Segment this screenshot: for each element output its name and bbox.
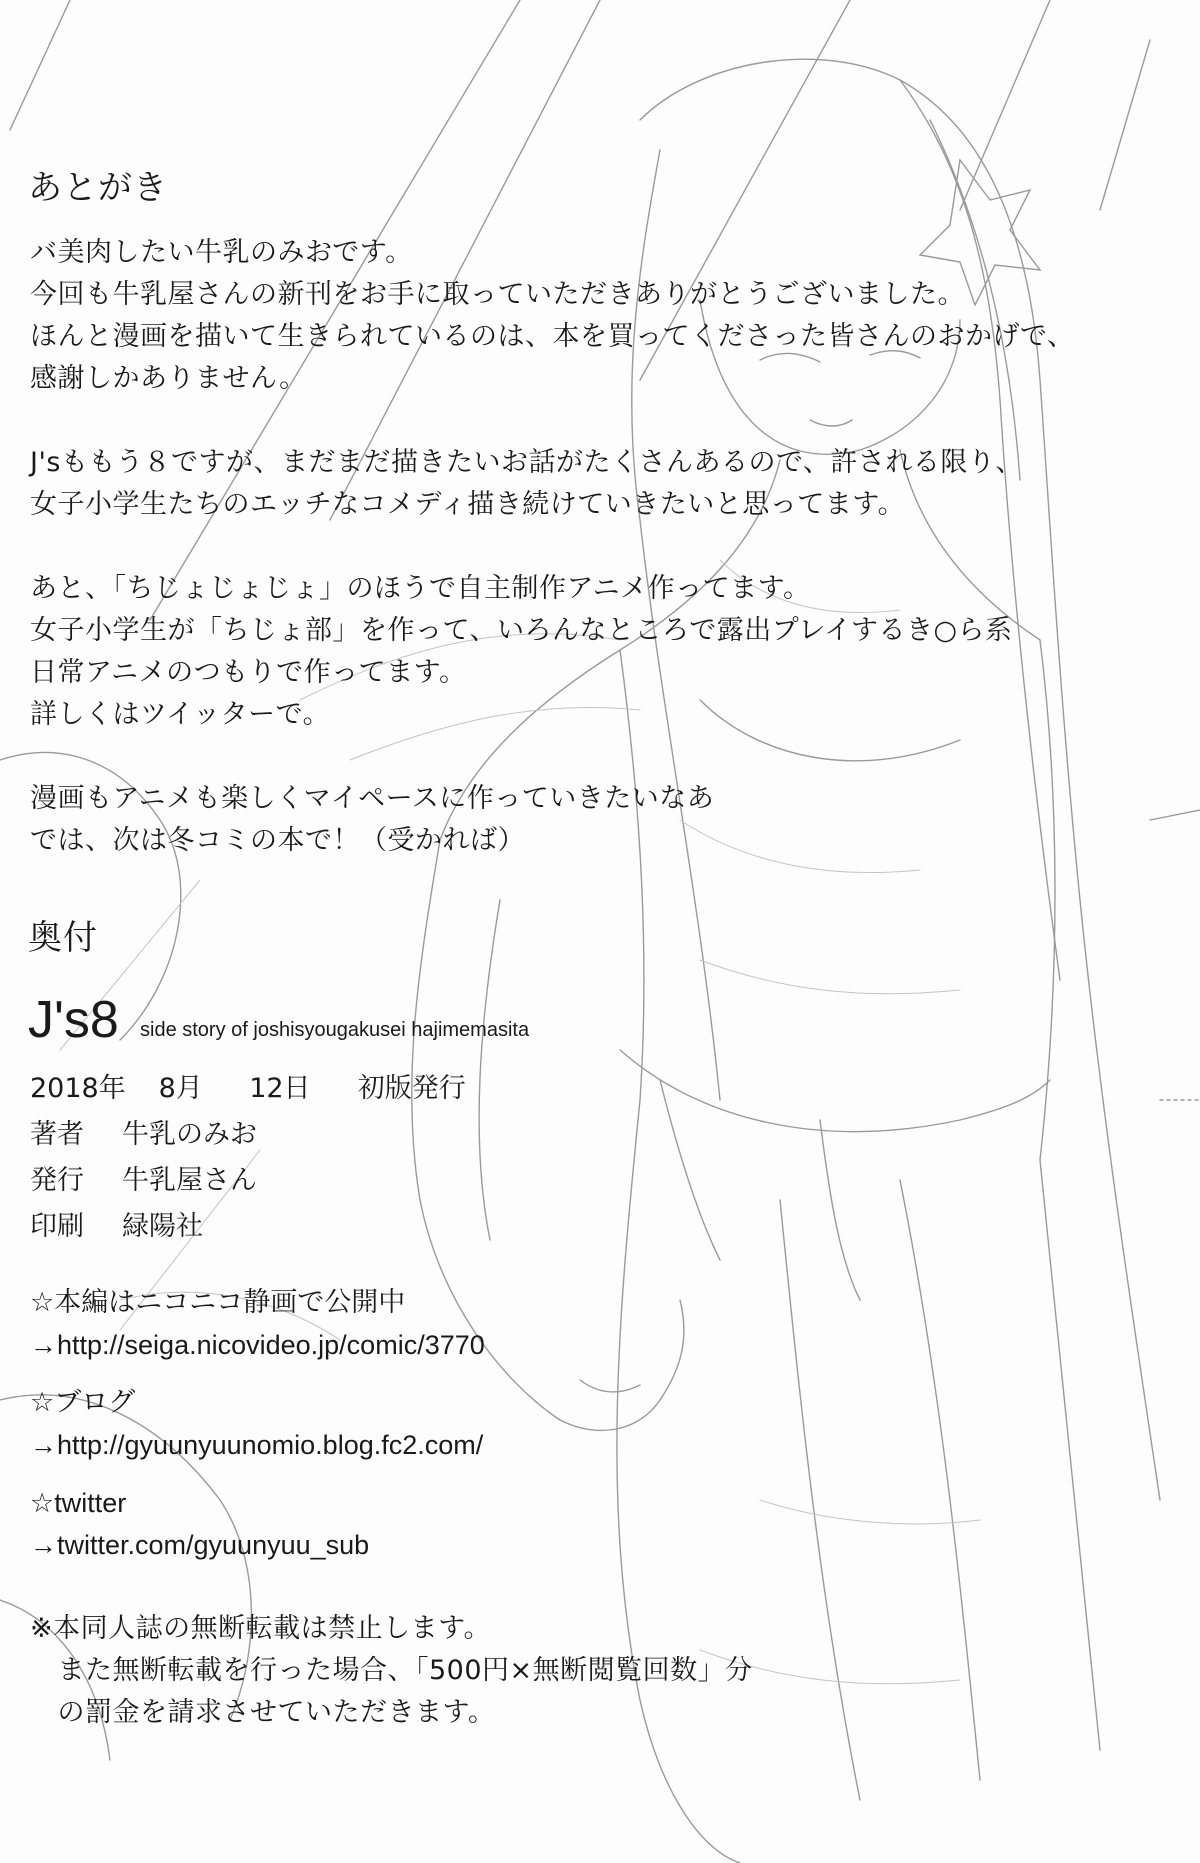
notice-line: また無断転載を行った場合、「500円×無断閲覧回数」分 <box>30 1655 753 1686</box>
afterword-line: あと、「ちじょじょじょ」のほうで自主制作アニメ作ってます。 <box>30 573 811 604</box>
colophon-row-author <box>30 1118 257 1152</box>
notice-line: の罰金を請求させていただきます。 <box>30 1697 496 1728</box>
book-title: J's8 <box>28 991 119 1049</box>
colophon-key: 印刷 <box>30 1211 84 1242</box>
afterword-line: 女子小学生たちのエッチなコメディ描き続けていきたいと思ってます。 <box>30 489 906 520</box>
afterword-line: 女子小学生が「ちじょ部」を作って、いろんなところで露出プレイするき○ら系 <box>30 615 1013 646</box>
afterword-line: ほんと漫画を描いて生きられているのは、本を買ってくださった皆さんのおかげで、 <box>30 321 1075 352</box>
link-twitter-url: →twitter.com/gyuunyuu_sub <box>30 1530 370 1560</box>
afterword-line: では、次は冬コミの本で！（受かれば） <box>30 825 525 856</box>
link-label-blog: ☆ブログ <box>30 1387 136 1418</box>
afterword-line: 今回も牛乳屋さんの新刊をお手に取っていただきありがとうございました。 <box>30 279 965 310</box>
notice-line: ※本同人誌の無断転載は禁止します。 <box>30 1613 491 1644</box>
date-day: 12日 <box>249 1073 311 1104</box>
date-year: 2018年 <box>30 1073 126 1104</box>
date-month: 8月 <box>158 1073 203 1104</box>
link-label-twitter: ☆twitter <box>30 1488 127 1518</box>
colophon-value: 牛乳のみお <box>122 1119 257 1150</box>
link-blog-url: →http://gyuunyuunomio.blog.fc2.com/ <box>30 1430 484 1460</box>
publication-date <box>30 1072 466 1106</box>
colophon-row-printer <box>30 1210 203 1244</box>
afterword-line: 詳しくはツイッターで。 <box>30 699 331 730</box>
colophon-row-publisher <box>30 1164 257 1198</box>
link-label-comic: ☆本編はニコニコ静画で公開中 <box>30 1287 406 1318</box>
afterword-line: 漫画もアニメも楽しくマイペースに作っていきたいなあ <box>30 783 715 814</box>
colophon-value: 牛乳屋さん <box>122 1165 257 1196</box>
colophon-key: 著者 <box>30 1119 84 1150</box>
afterword-heading: あとがき <box>28 168 168 208</box>
afterword-line: J'sももう８ですが、まだまだ描きたいお話がたくさんあるので、許される限り、 <box>30 447 1023 478</box>
colophon-key: 発行 <box>30 1165 84 1196</box>
afterword-line: 感謝しかありません。 <box>30 363 307 394</box>
book-subtitle: side story of joshisyougakusei hajimemasita <box>140 1019 530 1041</box>
colophon-value: 緑陽社 <box>122 1211 203 1242</box>
afterword-line: バ美肉したい牛乳のみおです。 <box>30 237 413 268</box>
colophon-heading: 奥付 <box>28 918 98 958</box>
afterword-line: 日常アニメのつもりで作ってます。 <box>30 657 467 688</box>
link-comic-url: →http://seiga.nicovideo.jp/comic/3770 <box>30 1330 485 1360</box>
date-edition: 初版発行 <box>357 1073 466 1104</box>
